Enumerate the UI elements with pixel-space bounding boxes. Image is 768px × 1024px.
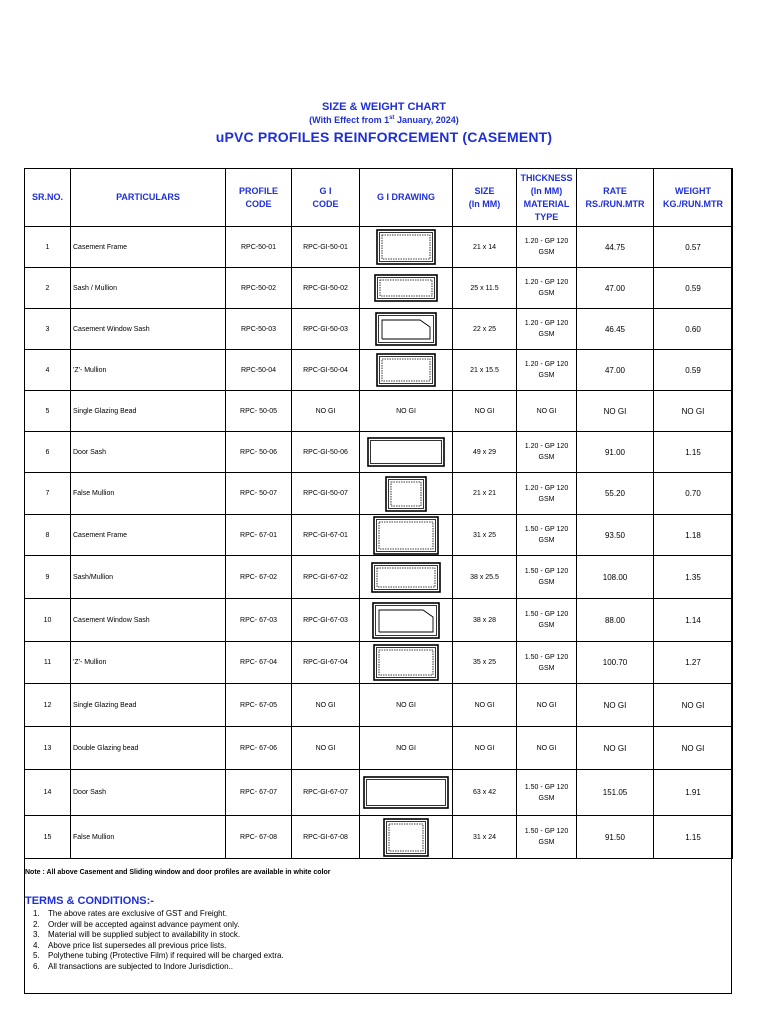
rate-cell: NO GI — [577, 684, 654, 727]
gi-code-cell: RPC-GI-67-02 — [292, 556, 360, 599]
rate-cell: 44.75 — [577, 227, 654, 268]
z-mullion-icon — [360, 644, 452, 681]
sr-cell: 2 — [25, 268, 71, 309]
gi-code-cell: RPC-GI-67-01 — [292, 515, 360, 556]
profile-code-cell: RPC- 67-06 — [226, 727, 292, 770]
sr-cell: 7 — [25, 473, 71, 515]
sr-cell: 5 — [25, 391, 71, 432]
rate-cell: 88.00 — [577, 599, 654, 642]
gi-code-cell: NO GI — [292, 727, 360, 770]
gi-code-cell: RPC-GI-50-02 — [292, 268, 360, 309]
gi-code-cell: NO GI — [292, 391, 360, 432]
sr-cell: 6 — [25, 432, 71, 473]
col-sr: SR.NO. — [25, 169, 71, 227]
sr-cell: 12 — [25, 684, 71, 727]
thickness-cell: 1.50 - GP 120 GSM — [517, 515, 577, 556]
chart-subtitle: uPVC PROFILES REINFORCEMENT (CASEMENT) — [215, 129, 553, 145]
term-item: 4. Above price list supersedes all previous price lists. — [33, 940, 227, 950]
table-row — [25, 515, 733, 556]
weight-cell: NO GI — [654, 684, 733, 727]
gi-drawing-cell — [360, 816, 453, 859]
size-cell: 49 x 29 — [453, 432, 517, 473]
thickness-cell: 1.20 - GP 120 GSM — [517, 309, 577, 350]
sr-cell: 13 — [25, 727, 71, 770]
false-mullion-icon — [360, 818, 452, 857]
gi-drawing-cell — [360, 309, 453, 350]
particulars-cell: False Mullion — [71, 473, 226, 515]
window-sash-icon — [360, 602, 452, 639]
particulars-cell: Single Glazing Bead — [71, 684, 226, 727]
weight-cell: 0.60 — [654, 309, 733, 350]
table-row — [25, 309, 733, 350]
col-gi-drawing: G I DRAWING — [360, 169, 453, 227]
particulars-cell: Single Glazing Bead — [71, 391, 226, 432]
profile-code-cell: RPC-50-01 — [226, 227, 292, 268]
gi-code-cell: NO GI — [292, 684, 360, 727]
size-cell: 21 x 21 — [453, 473, 517, 515]
col-size: SIZE (In MM) — [453, 169, 517, 227]
rate-cell: 47.00 — [577, 268, 654, 309]
gi-drawing-cell — [360, 770, 453, 816]
particulars-cell: Door Sash — [71, 432, 226, 473]
thickness-cell: 1.20 - GP 120 GSM — [517, 432, 577, 473]
size-cell: 38 x 28 — [453, 599, 517, 642]
thickness-cell: 1.50 - GP 120 GSM — [517, 816, 577, 859]
table-row — [25, 816, 733, 859]
profile-code-cell: RPC-50-03 — [226, 309, 292, 350]
table-row — [25, 432, 733, 473]
table-row — [25, 268, 733, 309]
term-item: 2. Order will be accepted against advance payment only. — [33, 919, 240, 929]
gi-code-cell: RPC-GI-67-08 — [292, 816, 360, 859]
size-cell: NO GI — [453, 684, 517, 727]
rate-cell: 100.70 — [577, 642, 654, 684]
gi-code-cell: RPC-GI-50-04 — [292, 350, 360, 391]
term-item: 5. Polythene tubing (Protective Film) if required will be charged extra. — [33, 951, 284, 961]
gi-code-cell: RPC-GI-67-04 — [292, 642, 360, 684]
effective-date: (With Effect from 1st January, 2024) — [309, 115, 459, 125]
rate-cell: 91.50 — [577, 816, 654, 859]
table-row — [25, 684, 733, 727]
profile-code-cell: RPC- 67-01 — [226, 515, 292, 556]
term-item: 6. All transactions are subjected to Indore Jurisdiction.. — [33, 961, 233, 971]
col-rate: RATE RS./RUN.MTR — [577, 169, 654, 227]
false-mullion-icon — [360, 476, 452, 512]
term-item: 3. Material will be supplied subject to availability in stock. — [33, 930, 241, 940]
size-weight-table — [24, 168, 733, 859]
size-cell: NO GI — [453, 727, 517, 770]
thickness-cell: 1.20 - GP 120 GSM — [517, 227, 577, 268]
col-weight: WEIGHT KG./RUN.MTR — [654, 169, 733, 227]
thickness-cell: 1.50 - GP 120 GSM — [517, 642, 577, 684]
particulars-cell: Casement Frame — [71, 227, 226, 268]
frame-icon — [360, 516, 452, 555]
size-cell: NO GI — [453, 391, 517, 432]
sash-icon — [360, 562, 452, 593]
weight-cell: 0.57 — [654, 227, 733, 268]
profile-code-cell: RPC- 50-05 — [226, 391, 292, 432]
gi-code-cell: RPC-GI-67-03 — [292, 599, 360, 642]
weight-cell: 0.59 — [654, 268, 733, 309]
chart-title: SIZE & WEIGHT CHART — [321, 101, 447, 113]
rate-cell: 91.00 — [577, 432, 654, 473]
thickness-cell: NO GI — [517, 391, 577, 432]
profile-code-cell: RPC- 67-08 — [226, 816, 292, 859]
thickness-cell: NO GI — [517, 684, 577, 727]
particulars-cell: False Mullion — [71, 816, 226, 859]
size-cell: 35 x 25 — [453, 642, 517, 684]
profile-code-cell: RPC- 67-03 — [226, 599, 292, 642]
gi-drawing-cell: NO GI — [360, 391, 453, 432]
sash-icon — [360, 274, 452, 302]
col-profile-code: PROFILE CODE — [226, 169, 292, 227]
frame-icon — [360, 229, 452, 265]
gi-drawing-cell — [360, 350, 453, 391]
profile-code-cell: RPC- 67-07 — [226, 770, 292, 816]
sr-cell: 14 — [25, 770, 71, 816]
profile-code-cell: RPC- 67-05 — [226, 684, 292, 727]
sr-cell: 8 — [25, 515, 71, 556]
particulars-cell: Sash / Mullion — [71, 268, 226, 309]
weight-cell: 1.35 — [654, 556, 733, 599]
gi-code-cell: RPC-GI-50-06 — [292, 432, 360, 473]
profile-code-cell: RPC-50-04 — [226, 350, 292, 391]
note: Note : All above Casement and Sliding window and door profiles are available in white color — [25, 869, 331, 876]
window-sash-icon — [360, 312, 452, 346]
weight-cell: 1.27 — [654, 642, 733, 684]
sr-cell: 4 — [25, 350, 71, 391]
table-header-row — [25, 169, 733, 227]
weight-cell: 1.18 — [654, 515, 733, 556]
weight-cell: 0.70 — [654, 473, 733, 515]
gi-code-cell: RPC-GI-50-07 — [292, 473, 360, 515]
table-row — [25, 391, 733, 432]
gi-drawing-cell — [360, 268, 453, 309]
thickness-cell: 1.50 - GP 120 GSM — [517, 599, 577, 642]
particulars-cell: 'Z'- Mullion — [71, 350, 226, 391]
rate-cell: 108.00 — [577, 556, 654, 599]
size-cell: 22 x 25 — [453, 309, 517, 350]
col-particulars: PARTICULARS — [71, 169, 226, 227]
col-thickness: THICKNESS (In MM) MATERIAL TYPE — [517, 169, 577, 227]
table-row — [25, 227, 733, 268]
particulars-cell: Casement Window Sash — [71, 599, 226, 642]
weight-cell: NO GI — [654, 727, 733, 770]
gi-drawing-cell: NO GI — [360, 727, 453, 770]
particulars-cell: Sash/Mullion — [71, 556, 226, 599]
rate-cell: 55.20 — [577, 473, 654, 515]
terms-list — [33, 909, 284, 973]
particulars-cell: Casement Window Sash — [71, 309, 226, 350]
gi-drawing-cell — [360, 556, 453, 599]
gi-drawing-cell — [360, 515, 453, 556]
profile-code-cell: RPC- 67-04 — [226, 642, 292, 684]
rate-cell: 151.05 — [577, 770, 654, 816]
rate-cell: NO GI — [577, 391, 654, 432]
profile-code-cell: RPC- 50-06 — [226, 432, 292, 473]
sr-cell: 10 — [25, 599, 71, 642]
thickness-cell: 1.50 - GP 120 GSM — [517, 770, 577, 816]
weight-cell: NO GI — [654, 391, 733, 432]
rate-cell: 46.45 — [577, 309, 654, 350]
table-row — [25, 599, 733, 642]
size-cell: 38 x 25.5 — [453, 556, 517, 599]
thickness-cell: 1.20 - GP 120 GSM — [517, 268, 577, 309]
size-cell: 25 x 11.5 — [453, 268, 517, 309]
sr-cell: 9 — [25, 556, 71, 599]
z-mullion-icon — [360, 353, 452, 387]
rate-cell: NO GI — [577, 727, 654, 770]
sr-cell: 1 — [25, 227, 71, 268]
profile-code-cell: RPC-50-02 — [226, 268, 292, 309]
gi-code-cell: RPC-GI-50-01 — [292, 227, 360, 268]
thickness-cell: 1.50 - GP 120 GSM — [517, 556, 577, 599]
size-cell: 63 x 42 — [453, 770, 517, 816]
table-row — [25, 770, 733, 816]
table-row — [25, 473, 733, 515]
particulars-cell: 'Z'- Mullion — [71, 642, 226, 684]
weight-cell: 0.59 — [654, 350, 733, 391]
gi-code-cell: RPC-GI-50-03 — [292, 309, 360, 350]
table-row — [25, 556, 733, 599]
weight-cell: 1.91 — [654, 770, 733, 816]
particulars-cell: Door Sash — [71, 770, 226, 816]
gi-drawing-cell — [360, 642, 453, 684]
profile-code-cell: RPC- 50-07 — [226, 473, 292, 515]
table-row — [25, 350, 733, 391]
profile-code-cell: RPC- 67-02 — [226, 556, 292, 599]
weight-cell: 1.15 — [654, 816, 733, 859]
size-cell: 21 x 14 — [453, 227, 517, 268]
term-item: 1. The above rates are exclusive of GST and Freight. — [33, 909, 228, 918]
particulars-cell: Double Glazing bead — [71, 727, 226, 770]
terms-title: TERMS & CONDITIONS:- — [25, 895, 154, 907]
table-row — [25, 642, 733, 684]
door-sash-icon — [360, 776, 452, 809]
weight-cell: 1.15 — [654, 432, 733, 473]
size-cell: 21 x 15.5 — [453, 350, 517, 391]
size-cell: 31 x 24 — [453, 816, 517, 859]
particulars-cell: Casement Frame — [71, 515, 226, 556]
gi-drawing-cell — [360, 432, 453, 473]
col-gi-code: G I CODE — [292, 169, 360, 227]
sr-cell: 15 — [25, 816, 71, 859]
door-sash-icon — [360, 437, 452, 467]
rate-cell: 47.00 — [577, 350, 654, 391]
sr-cell: 3 — [25, 309, 71, 350]
table-row — [25, 727, 733, 770]
thickness-cell: 1.20 - GP 120 GSM — [517, 350, 577, 391]
size-cell: 31 x 25 — [453, 515, 517, 556]
thickness-cell: NO GI — [517, 727, 577, 770]
gi-drawing-cell — [360, 473, 453, 515]
weight-cell: 1.14 — [654, 599, 733, 642]
thickness-cell: 1.20 - GP 120 GSM — [517, 473, 577, 515]
gi-drawing-cell: NO GI — [360, 684, 453, 727]
gi-drawing-cell — [360, 599, 453, 642]
rate-cell: 93.50 — [577, 515, 654, 556]
sr-cell: 11 — [25, 642, 71, 684]
gi-drawing-cell — [360, 227, 453, 268]
gi-code-cell: RPC-GI-67-07 — [292, 770, 360, 816]
